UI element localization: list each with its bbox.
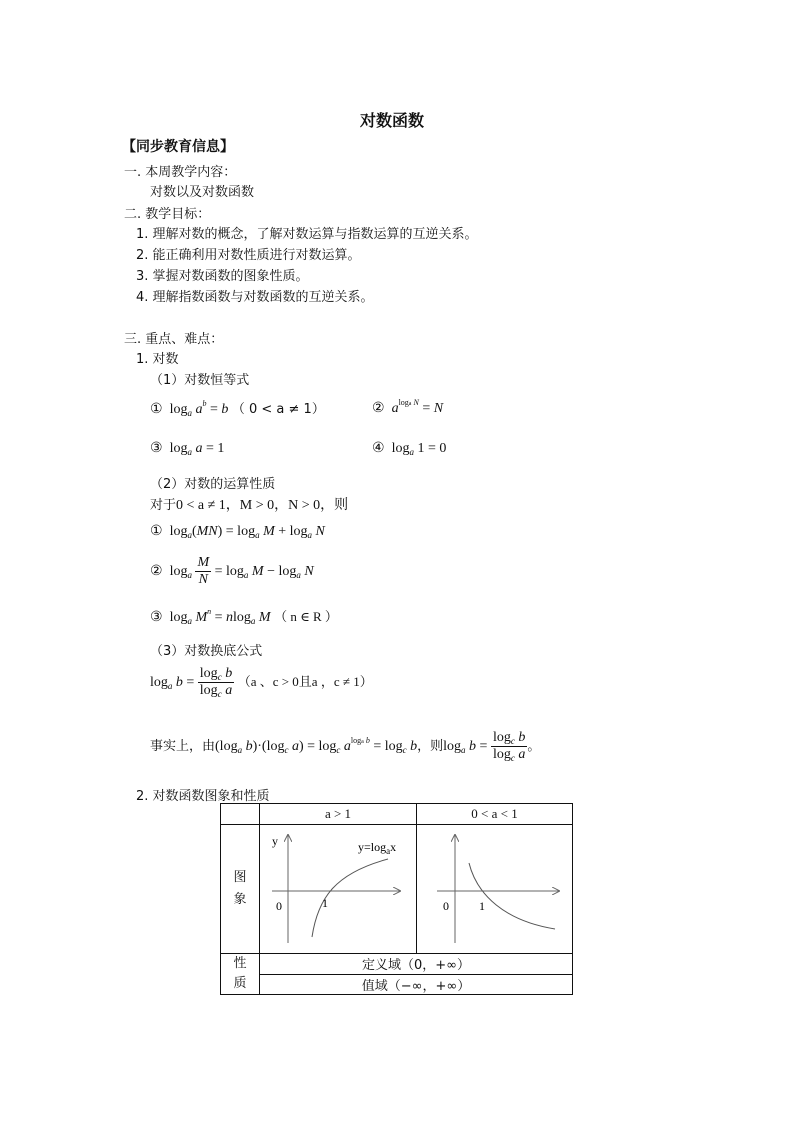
- one-label: 1: [322, 896, 328, 910]
- graph-cell-increasing: [260, 825, 417, 954]
- identity-1: ① $\log_a a^b = b$ （ 0 < a ≠ 1）: [150, 399, 325, 418]
- operation-condition: 对于0 < a ≠ 1，M > 0，N > 0，则: [150, 498, 349, 513]
- log-function-table: [220, 803, 573, 995]
- operation-1: ① $\log_a(MN) = \log_a M + \log_a N$: [150, 524, 325, 540]
- subsection-logarithm: 1. 对数: [136, 352, 179, 367]
- goal-item-1: 1. 理解对数的概念，了解对数运算与指数运算的互逆关系。: [136, 227, 478, 242]
- graph-increasing: [260, 825, 416, 949]
- origin-label: 0: [276, 899, 282, 913]
- header-a-greater-1: a > 1: [260, 804, 417, 825]
- domain-cell: 定义域（0，+∞）: [260, 954, 573, 975]
- section-2-heading: 二. 教学目标：: [124, 207, 211, 222]
- log-curve-decreasing: [469, 863, 555, 929]
- curve-label: $y=\log_ax$: [358, 840, 397, 856]
- change-of-base-formula: $\log_a b$ = $\frac{\log_c b}{\log_c a}$ （a 、c > 0且a ，c ≠ 1）: [150, 666, 373, 700]
- goal-item-3: 3. 掌握对数函数的图象性质。: [136, 269, 309, 284]
- identity-heading: （1）对数恒等式: [150, 373, 250, 388]
- identity-3: ③ $\log_a a = 1$: [150, 441, 225, 457]
- goal-item-4: 4. 理解指数函数与对数函数的互逆关系。: [136, 290, 374, 305]
- table-corner: [221, 804, 260, 825]
- goal-item-2: 2. 能正确利用对数性质进行对数运算。: [136, 248, 361, 263]
- identity-4: ④ $\log_a 1 = 0$: [372, 441, 447, 457]
- graph-cell-decreasing: [417, 825, 573, 954]
- page-title: 对数函数: [360, 111, 425, 130]
- section-header: 【同步教育信息】: [122, 139, 234, 155]
- one-label: 1: [479, 899, 485, 913]
- origin-label: 0: [443, 899, 449, 913]
- operation-heading: （2）对数的运算性质: [150, 477, 276, 492]
- subsection-log-function: 2. 对数函数图象和性质: [136, 789, 270, 804]
- y-axis-label: y: [272, 834, 278, 848]
- graph-decreasing: [417, 825, 572, 949]
- row-label-graph: 图 象: [221, 825, 260, 954]
- change-of-base-heading: （3）对数换底公式: [150, 644, 263, 659]
- operation-2: ② $\log_a$ $\frac{M}{N}$ = $\log_a M - \log_a N$: [150, 555, 314, 588]
- header-a-between-0-1: 0 < a < 1: [417, 804, 573, 825]
- derivation: 事实上，由($\log_a$ $b)\cdot(\log_c$ $a) = \log_c a^{loga b} = \log_c b$，则$\log_a b$ = $\frac{\log_c b}{\log_c a}$ 。: [150, 730, 541, 764]
- range-cell: 值域（−∞，+∞）: [260, 974, 573, 995]
- section-1-heading: 一. 本周教学内容：: [124, 165, 237, 180]
- row-label-properties: 性 质: [221, 954, 260, 995]
- operation-3: ③ $\log_a M^n = nlog_a$ M （ n ∈ R ）: [150, 607, 338, 626]
- identity-2: ② $a^{loga N} = N$: [372, 398, 444, 416]
- section-3-heading: 三. 重点、难点：: [124, 332, 224, 347]
- section-1-content: 对数以及对数函数: [150, 185, 255, 200]
